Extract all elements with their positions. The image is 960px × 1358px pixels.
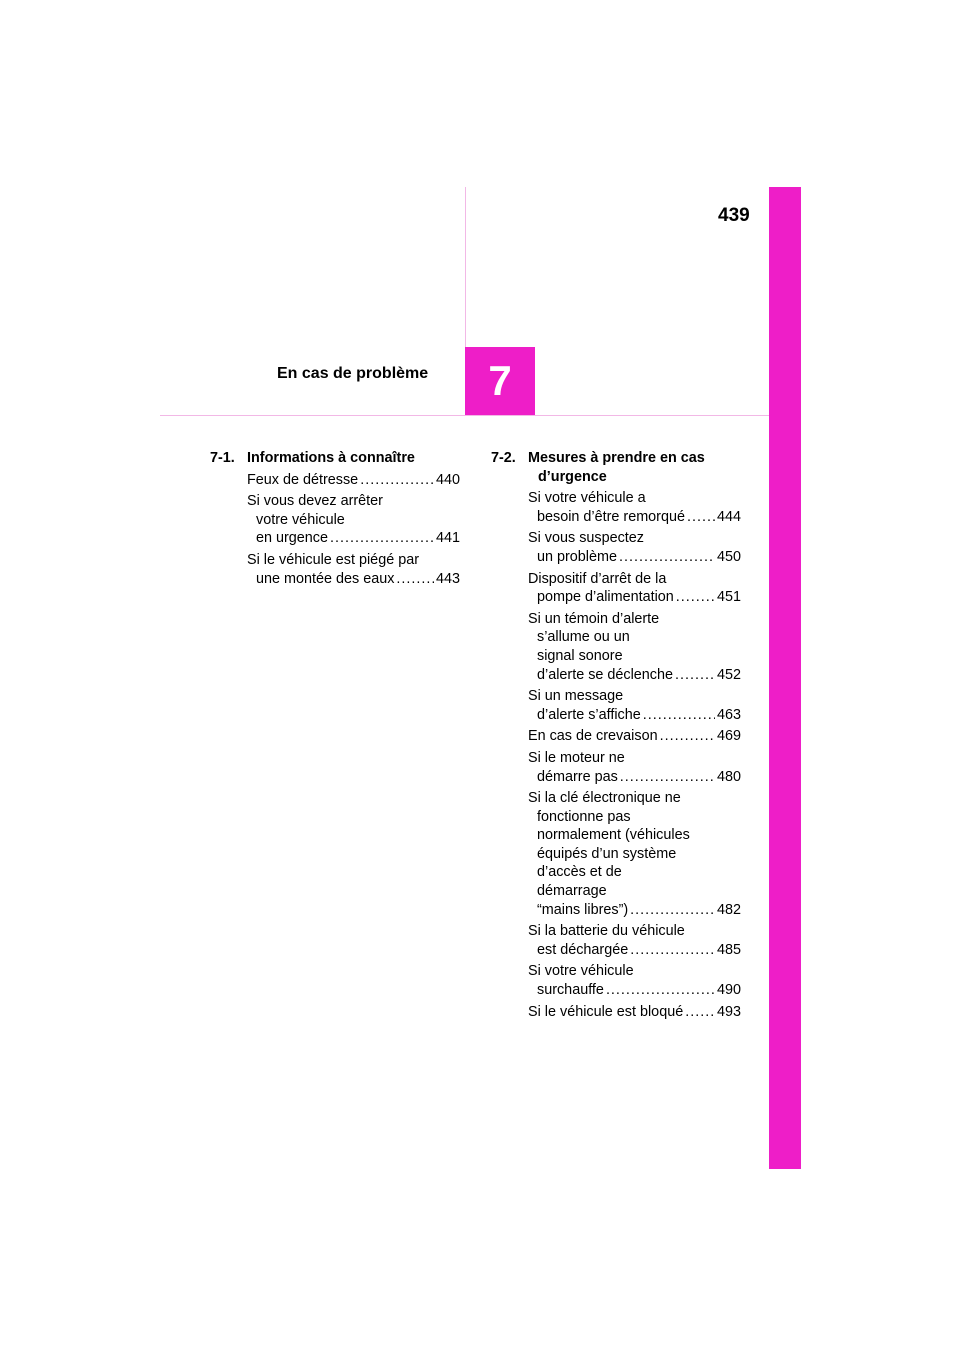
toc-entry[interactable] [247, 551, 460, 588]
toc-entry-line: votre véhicule [256, 511, 345, 528]
dot-leader [676, 588, 715, 607]
toc-entry-text: Si le véhicule est bloqué [528, 1003, 684, 1020]
chapter-number-box [465, 347, 535, 415]
dot-leader [675, 666, 715, 685]
toc-entry-text: besoin d’être remorqué [537, 508, 685, 525]
toc-entry-text: un problème [537, 548, 617, 565]
header-horizontal-divider [160, 415, 769, 416]
toc-entry-leader-line [528, 941, 741, 960]
toc-entry[interactable] [528, 489, 741, 526]
dot-leader [360, 471, 434, 490]
toc-entry-text: est déchargée [537, 941, 629, 958]
toc-page-ref[interactable]: 490 [716, 982, 741, 999]
toc-entry[interactable] [247, 492, 460, 548]
toc-page-ref[interactable]: 450 [716, 548, 741, 565]
section-number: 7-2. [491, 450, 516, 466]
toc-entry-line: d’accès et de [537, 864, 622, 881]
toc-entry-line: Dispositif d’arrêt de la [528, 570, 667, 587]
toc-entry-line: signal sonore [537, 647, 623, 664]
section-title: Informations à connaître [247, 450, 415, 466]
toc-entry[interactable] [528, 789, 741, 919]
toc-entry-leader-line [528, 508, 741, 527]
toc-entry-leader-line [247, 529, 460, 548]
chapter-side-tab [769, 187, 801, 1169]
toc-entry[interactable] [528, 727, 741, 746]
toc-entry-line: Si vous devez arrêter [247, 493, 383, 510]
toc-entry-text: démarre pas [537, 768, 618, 785]
toc-entry-line: Si vous suspectez [528, 530, 644, 547]
toc-entry-text: Feux de détresse [247, 471, 359, 488]
toc-page-ref[interactable]: 469 [716, 728, 741, 745]
toc-section-1 [210, 449, 460, 591]
toc-page-ref[interactable]: 443 [435, 570, 460, 587]
toc-entry-text: surchauffe [537, 982, 604, 999]
toc-page-ref[interactable]: 463 [716, 706, 741, 723]
toc-entry-line: Si la clé électronique ne [528, 790, 681, 807]
toc-entry-line: Si votre véhicule a [528, 490, 646, 507]
toc-entry[interactable] [528, 749, 741, 786]
toc-entry-text: En cas de crevaison [528, 728, 658, 745]
toc-entry-line: Si la batterie du véhicule [528, 923, 685, 940]
toc-entry-text: “mains libres”) [537, 901, 629, 918]
toc-page-ref[interactable]: 480 [716, 768, 741, 785]
toc-entry-line: Si un témoin d’alerte [528, 610, 660, 627]
toc-page-ref[interactable]: 441 [435, 530, 460, 547]
toc-entry-line: équipés d’un système [537, 845, 677, 862]
dot-leader [643, 706, 715, 725]
toc-page-ref[interactable]: 493 [716, 1003, 741, 1020]
toc-page-ref[interactable]: 444 [716, 508, 741, 525]
dot-leader [630, 901, 715, 920]
dot-leader [330, 529, 434, 548]
toc-entry-leader-line [528, 666, 741, 685]
toc-page-ref[interactable]: 485 [716, 941, 741, 958]
section-heading [491, 449, 741, 486]
toc-page-ref[interactable]: 452 [716, 666, 741, 683]
toc-entry-text: pompe d’alimentation [537, 589, 674, 606]
toc-entry-leader-line [247, 471, 460, 490]
toc-entry-line: Si votre véhicule [528, 963, 634, 980]
toc-entry-line: Si un message [528, 688, 624, 705]
chapter-number: 7 [488, 357, 512, 404]
dot-leader [630, 941, 715, 960]
toc-entry-leader-line [528, 548, 741, 567]
toc-entry[interactable] [247, 471, 460, 490]
toc-entry-line: démarrage [537, 883, 607, 900]
toc-entry-leader-line [528, 588, 741, 607]
toc-entry-line: Si le véhicule est piégé par [247, 551, 419, 568]
toc-entry-leader-line [528, 706, 741, 725]
dot-leader [619, 548, 715, 567]
toc-entry-line: Si le moteur ne [528, 749, 625, 766]
toc-page-ref[interactable]: 451 [716, 589, 741, 606]
toc-section-2 [491, 449, 741, 1024]
toc-entry[interactable] [528, 610, 741, 684]
chapter-title: En cas de problème [277, 365, 429, 382]
toc-entry-leader-line [247, 570, 460, 589]
toc-entry-leader-line [528, 1003, 741, 1022]
toc-entry-leader-line [528, 768, 741, 787]
toc-entry-text: une montée des eaux [256, 570, 395, 587]
section-number: 7-1. [210, 450, 235, 466]
toc-entry-leader-line [528, 901, 741, 920]
toc-entry[interactable] [528, 529, 741, 566]
toc-entry-line: normalement (véhicules [537, 827, 690, 844]
section-heading [210, 449, 460, 468]
toc-entry-line: fonctionne pas [537, 808, 631, 825]
page-number: 439 [718, 205, 750, 226]
toc-entry[interactable] [528, 1003, 741, 1022]
toc-page-ref[interactable]: 482 [716, 901, 741, 918]
section-title: Mesures à prendre en cas d’urgence [528, 450, 705, 485]
dot-leader [620, 768, 715, 787]
dot-leader [660, 727, 715, 746]
dot-leader [606, 981, 715, 1000]
dot-leader [396, 570, 434, 589]
toc-entry[interactable] [528, 687, 741, 724]
toc-entry-line: s’allume ou un [537, 629, 630, 646]
toc-entry-leader-line [528, 981, 741, 1000]
toc-entry-leader-line [528, 727, 741, 746]
header-vertical-divider [465, 187, 466, 347]
toc-entry-text: en urgence [256, 530, 329, 547]
toc-entry[interactable] [528, 922, 741, 959]
toc-entry-text: d’alerte s’affiche [537, 706, 641, 723]
toc-entry[interactable] [528, 570, 741, 607]
toc-entry[interactable] [528, 962, 741, 999]
dot-leader [685, 1003, 715, 1022]
toc-entry-text: d’alerte se déclenche [537, 666, 674, 683]
dot-leader [687, 508, 715, 527]
toc-page-ref[interactable]: 440 [435, 471, 460, 488]
